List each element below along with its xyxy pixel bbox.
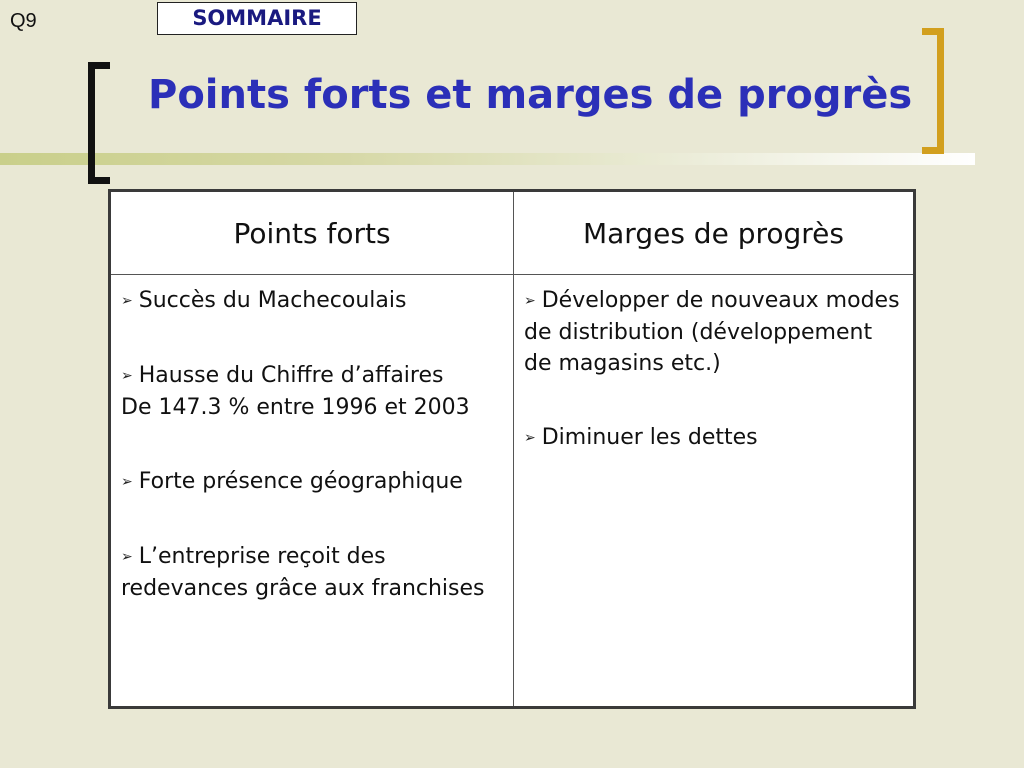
list-item bbox=[121, 466, 505, 498]
arrow-bullet-icon: ➢ bbox=[121, 293, 133, 309]
list-item bbox=[121, 285, 505, 317]
sommaire-button[interactable]: SOMMAIRE bbox=[157, 2, 357, 35]
right-bracket-decoration bbox=[922, 28, 944, 154]
left-bracket-decoration bbox=[88, 62, 110, 184]
list-item-text: L’entreprise reçoit des redevances grâce aux franchises bbox=[121, 544, 485, 601]
decorative-bar bbox=[0, 153, 975, 165]
arrow-bullet-icon: ➢ bbox=[121, 368, 133, 384]
arrow-bullet-icon: ➢ bbox=[121, 474, 133, 490]
page-title: Points forts et marges de progrès bbox=[148, 72, 913, 118]
strengths-table bbox=[108, 189, 916, 709]
points-forts-cell bbox=[111, 275, 514, 706]
list-item-text: Diminuer les dettes bbox=[541, 425, 758, 450]
header-points-forts: Points forts bbox=[111, 192, 514, 275]
list-item-text: Forte présence géographique bbox=[138, 469, 463, 494]
arrow-bullet-icon: ➢ bbox=[524, 293, 536, 309]
slide-number: Q9 bbox=[10, 10, 37, 32]
arrow-bullet-icon: ➢ bbox=[121, 549, 133, 565]
list-item-text: Développer de nouveaux modes de distribution (développement de magasins etc.) bbox=[524, 288, 900, 376]
list-item-text: Succès du Machecoulais bbox=[138, 288, 407, 313]
list-item bbox=[524, 285, 905, 379]
list-item bbox=[121, 541, 505, 604]
list-item bbox=[524, 422, 905, 454]
arrow-bullet-icon: ➢ bbox=[524, 430, 536, 446]
list-item-continuation: De 147.3 % entre 1996 et 2003 bbox=[121, 395, 470, 420]
list-item-text: Hausse du Chiffre d’affaires bbox=[138, 363, 444, 388]
marges-progres-cell bbox=[514, 275, 913, 706]
list-item bbox=[121, 360, 505, 423]
header-marges-progres: Marges de progrès bbox=[514, 192, 913, 275]
